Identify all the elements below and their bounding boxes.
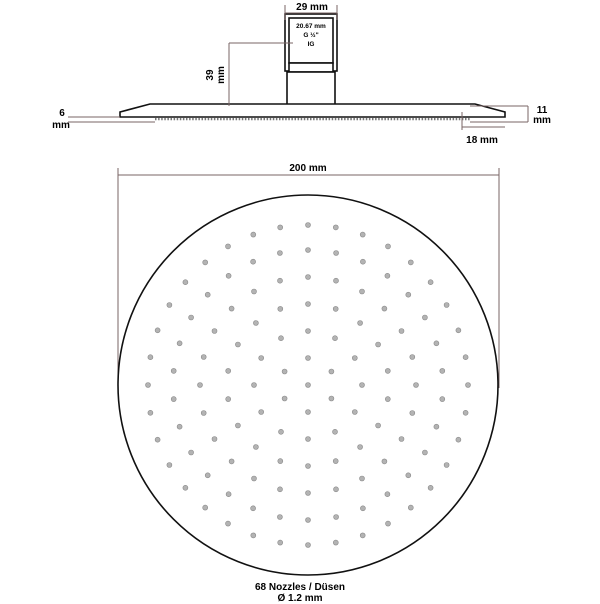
nozzle-dot [406, 292, 411, 297]
nozzle-dot [278, 278, 283, 283]
thread-size-label: 20.67 mm [296, 23, 326, 30]
nozzle-dot [251, 506, 256, 511]
nozzle-dot [463, 410, 468, 415]
nozzle-dot [456, 437, 461, 442]
nozzle-dot [189, 450, 194, 455]
nozzle-dot [360, 259, 365, 264]
nozzle-dot [252, 476, 257, 481]
dim-plate-thickness-unit: mm [52, 120, 70, 131]
thread-note-label: IG [307, 41, 315, 48]
nozzle-dot [205, 292, 210, 297]
nozzle-dot [414, 383, 419, 388]
nozzle-dot [306, 437, 311, 442]
nozzle-dot [226, 368, 231, 373]
nozzle-dot [306, 383, 311, 388]
nozzle-dot [167, 463, 172, 468]
nozzle-dot [440, 368, 445, 373]
nozzle-dot [198, 383, 203, 388]
nozzle-dot [306, 518, 311, 523]
nozzle-dot [148, 410, 153, 415]
stem [287, 72, 335, 106]
nozzle-dot [382, 459, 387, 464]
shower-plate-side [120, 104, 505, 117]
nozzle-dot [282, 396, 287, 401]
nozzle-dot [252, 383, 257, 388]
nozzle-dot [456, 328, 461, 333]
nozzle-dot [306, 410, 311, 415]
nozzle-dot [278, 487, 283, 492]
nozzle-dot [428, 280, 433, 285]
nozzle-dot [422, 315, 427, 320]
nozzle-dot [279, 429, 284, 434]
nozzle-dot [463, 355, 468, 360]
nozzle-dot [177, 341, 182, 346]
nozzle-dot [352, 410, 357, 415]
nozzle-dot [306, 275, 311, 280]
nozzle-dot [434, 341, 439, 346]
nozzle-dot [226, 521, 231, 526]
connector-nut [289, 63, 333, 72]
nozzle-count-label: 68 Nozzles / Düsen [254, 582, 346, 593]
nozzle-dot [466, 383, 471, 388]
nozzle-dot [253, 445, 258, 450]
nozzle-dot [306, 464, 311, 469]
nozzle-dot [279, 336, 284, 341]
nozzle-dot [177, 424, 182, 429]
nozzle-dot [229, 306, 234, 311]
nozzle-dot [278, 306, 283, 311]
nozzle-dot [252, 289, 257, 294]
nozzle-dot [201, 355, 206, 360]
nozzle-dot [205, 473, 210, 478]
nozzle-dot [360, 383, 365, 388]
nozzle-dot [333, 336, 338, 341]
nozzle-dot [360, 533, 365, 538]
nozzle-dot [183, 280, 188, 285]
nozzle-dot [212, 329, 217, 334]
nozzle-dot [428, 485, 433, 490]
nozzle-dot [399, 329, 404, 334]
nozzle-dot [386, 244, 391, 249]
nozzle-dot [333, 459, 338, 464]
nozzle-dot [376, 342, 381, 347]
nozzle-dot [385, 397, 390, 402]
nozzle-dot [422, 450, 427, 455]
nozzle-dot [358, 321, 363, 326]
nozzle-dot [333, 540, 338, 545]
nozzle-dot [408, 260, 413, 265]
dim-connector-width: 29 mm [296, 2, 328, 13]
nozzle-dot [306, 356, 311, 361]
nozzle-dot [306, 248, 311, 253]
nozzle-dot [410, 355, 415, 360]
nozzle-dot [155, 328, 160, 333]
nozzle-dot [251, 232, 256, 237]
nozzle-dot [385, 492, 390, 497]
nozzle-dot [360, 506, 365, 511]
nozzle-dot [235, 342, 240, 347]
nozzle-dot [171, 397, 176, 402]
nozzle-dot [444, 303, 449, 308]
nozzle-dot [278, 459, 283, 464]
nozzle-dot [334, 515, 339, 520]
dim-edge-inset: 18 mm [466, 135, 498, 146]
nozzle-dot [203, 260, 208, 265]
nozzle-dot [376, 423, 381, 428]
nozzle-dot [235, 423, 240, 428]
nozzle-dot [306, 329, 311, 334]
nozzle-dot [358, 445, 363, 450]
nozzle-dot [408, 505, 413, 510]
nozzle-diameter-label: Ø 1.2 mm [277, 593, 323, 604]
nozzle-dot [226, 273, 231, 278]
nozzle-dot [360, 232, 365, 237]
dim-diameter: 200 mm [289, 163, 327, 174]
dim-stem-height-value: 39 [205, 69, 216, 81]
nozzle-dot [203, 505, 208, 510]
nozzle-dot [333, 306, 338, 311]
nozzle-dot [278, 540, 283, 545]
dim-total-height-unit: mm [533, 115, 551, 126]
nozzle-dot [226, 244, 231, 249]
nozzle-dot [259, 410, 264, 415]
nozzle-dot [352, 356, 357, 361]
nozzle-dot [306, 302, 311, 307]
side-view [52, 2, 551, 146]
nozzle-dot [167, 303, 172, 308]
nozzle-dot [201, 411, 206, 416]
nozzle-dot [386, 521, 391, 526]
dim-stem-height-unit: mm [216, 66, 227, 84]
nozzle-dot [406, 473, 411, 478]
nozzle-dot [251, 533, 256, 538]
nozzle-dot [189, 315, 194, 320]
nozzle-dot [277, 515, 282, 520]
nozzle-dot [334, 278, 339, 283]
nozzle-dot [333, 429, 338, 434]
nozzle-dot [306, 491, 311, 496]
nozzle-dot [329, 396, 334, 401]
nozzle-dot [253, 321, 258, 326]
nozzle-dot [212, 437, 217, 442]
top-view [118, 163, 499, 575]
nozzle-dot [434, 424, 439, 429]
nozzle-dot [334, 251, 339, 256]
nozzle-dot [277, 251, 282, 256]
nozzle-dot [251, 259, 256, 264]
nozzle-dot [306, 543, 311, 548]
nozzle-dot [444, 463, 449, 468]
nozzle-dot [385, 273, 390, 278]
nozzle-dot [360, 476, 365, 481]
nozzle-dot [226, 492, 231, 497]
nozzle-dot [360, 289, 365, 294]
nozzle-dot [155, 437, 160, 442]
dim-total-height-value: 11 [536, 105, 548, 116]
nozzle-dot [382, 306, 387, 311]
nozzle-dot [385, 368, 390, 373]
nozzle-dot [334, 487, 339, 492]
nozzle-dot [410, 411, 415, 416]
nozzle-dot [171, 368, 176, 373]
nozzle-dot [306, 223, 311, 228]
nozzle-dot [226, 397, 231, 402]
dim-plate-thickness-value: 6 [59, 108, 65, 119]
nozzle-dot [440, 397, 445, 402]
nozzle-dot [282, 369, 287, 374]
nozzle-dot [183, 485, 188, 490]
nozzle-dot [229, 459, 234, 464]
nozzle-dot [399, 437, 404, 442]
nozzle-dot [146, 383, 151, 388]
nozzle-dot [333, 225, 338, 230]
thread-type-label: G ½" [303, 32, 319, 39]
nozzle-dot [278, 225, 283, 230]
nozzle-dot [329, 369, 334, 374]
nozzle-dot [259, 356, 264, 361]
nozzle-dot [148, 355, 153, 360]
